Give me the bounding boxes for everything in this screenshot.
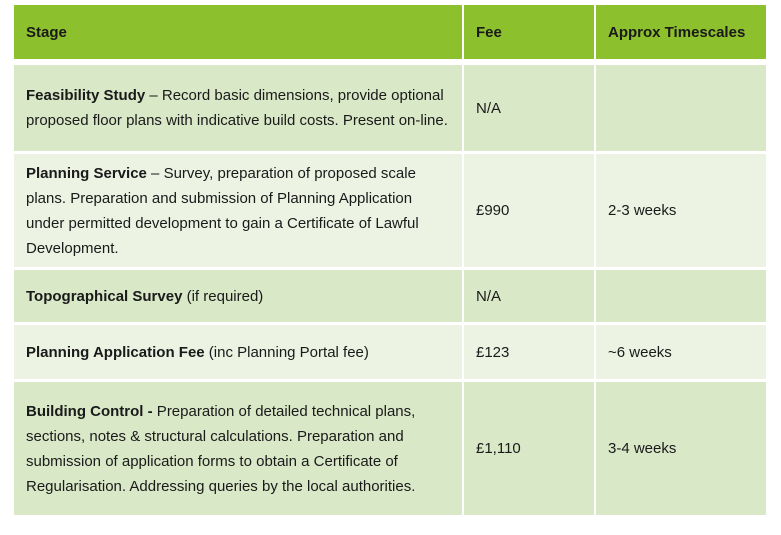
table-row-topographical-survey (14, 267, 766, 322)
fee-cell: £123 (464, 322, 596, 379)
timescale-cell: 2-3 weeks (596, 151, 766, 267)
header-stage: Stage (14, 5, 464, 59)
table-row-building-control (14, 379, 766, 515)
stage-cell (14, 267, 464, 322)
fee-table (14, 5, 766, 515)
timescale-cell (596, 59, 766, 151)
table-row-planning-service (14, 151, 766, 267)
stage-name: Planning Service (26, 164, 147, 182)
header-fee: Fee (464, 5, 596, 59)
stage-description: – Survey, preparation of proposed scale plans. Preparation and submission of Planning Application under permitted development to gain a Certificate of Lawful Development. (26, 164, 419, 257)
stage-cell (14, 59, 464, 151)
fee-cell: N/A (464, 267, 596, 322)
timescale-cell: 3-4 weeks (596, 379, 766, 515)
timescale-cell: ~6 weeks (596, 322, 766, 379)
stage-name: Planning Application Fee (26, 343, 205, 361)
fee-cell: N/A (464, 59, 596, 151)
fee-cell: £990 (464, 151, 596, 267)
header-timescales: Approx Timescales (596, 5, 766, 59)
stage-cell (14, 322, 464, 379)
stage-name: Feasibility Study (26, 87, 146, 104)
stage-name: Topographical Survey (26, 287, 183, 305)
stage-description: Preparation of detailed technical plans, sections, notes & structural calculations. Preparation and submission of application forms to obtain a Certificate of Regularisation. Addressing queries by the local authorities. (26, 402, 416, 495)
table-row-feasibility-study (14, 59, 766, 151)
stage-description: (inc Planning Portal fee) (204, 343, 369, 361)
header-row (14, 5, 766, 59)
stage-description: (if required) (182, 287, 264, 305)
table-row-planning-application-fee (14, 322, 766, 379)
stage-description: – Record basic dimensions, provide optional proposed floor plans with indicative build costs. Present on-line. (26, 87, 448, 129)
stage-cell (14, 379, 464, 515)
timescale-cell (596, 267, 766, 322)
fee-cell: £1,110 (464, 379, 596, 515)
stage-cell (14, 151, 464, 267)
stage-name: Building Control - (26, 402, 153, 420)
